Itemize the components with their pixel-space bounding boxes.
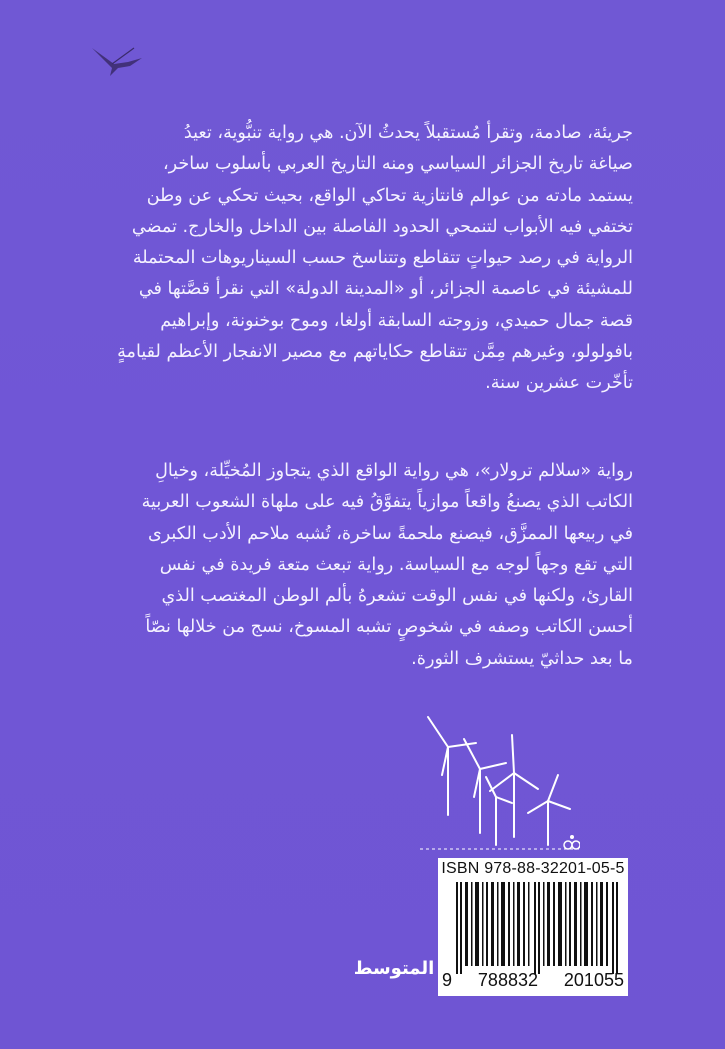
publisher-logo (344, 958, 444, 998)
blurb-line: تأخّرت عشرين سنة. (485, 373, 633, 394)
blurb-line: يستمد مادته من عوالم فانتازية تحاكي الواقع، بحيث تحكي عن وطن (146, 185, 633, 206)
blurb-line: الرواية في رصد حيواتٍ تتقاطع وتتناسخ حسب السيناريوهات المحتملة (132, 248, 633, 269)
blurb-line: التي تقع وجهاً لوجه مع السياسة. رواية تبعث متعة فريدة في نفس (159, 554, 633, 575)
ean-first-digit: 9 (442, 970, 453, 990)
wind-turbines-illustration (420, 705, 580, 855)
blurb-line: صياغة تاريخ الجزائر السياسي ومنه التاريخ العربي بأسلوب ساخر، (163, 154, 633, 175)
ean-digits (438, 970, 628, 991)
blurb-line: بافولولو، وغيرهم مِمَّن تتقاطع حكاياتهم مع مصير الانفجار الأعظم لقيامةٍ (117, 342, 633, 363)
blurb-line: جريئة، صادمة، وتقرأ مُستقبلاً يحدثُ الآن. هي رواية تنبُّوية، تعيدُ (183, 123, 633, 143)
blurb-line: أحسن الكاتب وصفه في شخوصٍ تشبه المسوخ، نسج من خلالها نصّاً (145, 617, 633, 638)
blurb-paragraph-2 (103, 456, 633, 675)
blurb-paragraph-1 (103, 118, 633, 400)
blurb-line: القارئ، ولكنها في نفس الوقت تشعرهُ بألم الوطن المغتصب الذي (161, 586, 633, 607)
barcode-bars (452, 882, 622, 974)
blurb-line: الكاتب الذي يصنعُ واقعاً موازياً يتفوَّقُ فيه على ملهاة الشعوب العربية (141, 492, 633, 513)
isbn-label: ISBN 978-88-32201-05-5 (441, 860, 625, 877)
blurb-line: رواية «سلالم ترولار»، هي رواية الواقع الذي يتجاوز المُخيِّلة، وخيالِ (155, 461, 633, 481)
blurb-line: للمشيئة في عاصمة الجزائر، أو «المدينة الدولة» التي نقرأ قصَّتها في (138, 279, 633, 300)
publisher-logo-text: المتوسط (353, 958, 435, 979)
blurb-line: ما بعد حداثيّ يستشرف الثورة. (411, 648, 633, 669)
ean-group-1: 788832 (477, 970, 538, 990)
blurb-line: قصة جمال حميدي، وزوجته السابقة أولغا، وموح بوخنونة، وإبراهيم (160, 310, 633, 331)
bird-illustration (88, 44, 146, 80)
blurb-line: في ربيعها الممزَّق، فيصنع ملحمةً ساخرة، تُشبه ملاحم الأدب الكبرى (147, 523, 633, 544)
ean-group-2: 201055 (563, 970, 624, 990)
isbn-barcode (438, 858, 628, 996)
blurb-line: تختفي فيه الأبواب لتنمحي الحدود الفاصلة بين الداخل والخارج. تمضي (131, 216, 633, 237)
